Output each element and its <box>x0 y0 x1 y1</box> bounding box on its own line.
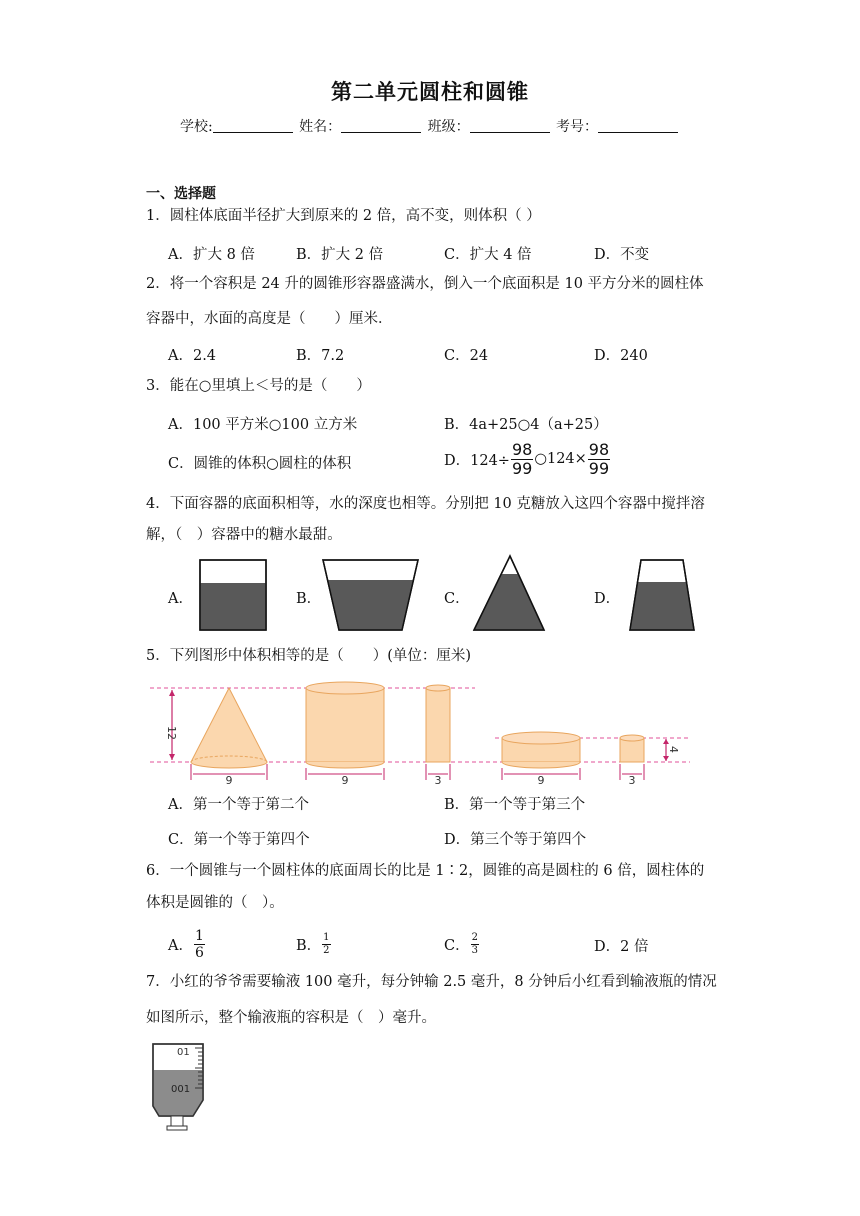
scale-label-top: 01 <box>177 1047 190 1058</box>
q5-option-b[interactable]: B．第一个等于第三个 <box>444 797 586 813</box>
q5-option-c[interactable]: C．第一个等于第四个 <box>168 832 310 848</box>
fraction-two-thirds: $\frac{2}{3}$ <box>471 931 478 956</box>
q3-option-d[interactable] <box>444 440 611 478</box>
page-title: 第二单元圆柱和圆锥 <box>331 79 529 104</box>
iv-bottle-figure[interactable] <box>145 1040 225 1140</box>
q6-option-b[interactable]: B． $\frac{1}{2}$ <box>296 931 330 956</box>
cylinder-tall-thin[interactable] <box>426 685 450 762</box>
question-5-stem: 5．下列图形中体积相等的是（ ）(单位：厘米) <box>146 648 472 664</box>
section-heading: 一、选择题 <box>146 186 216 202</box>
q4-option-c[interactable]: C． <box>444 591 470 607</box>
class-blank[interactable] <box>470 118 550 133</box>
width-label-cylinder-large: 9 <box>341 774 349 787</box>
question-2-stem-line2: 容器中，水面的高度是（ ）厘米． <box>146 311 393 327</box>
q3-option-b[interactable]: B．4a+25○4（a+25） <box>444 417 608 433</box>
cylinder-large[interactable] <box>306 682 384 768</box>
q4-containers-figure <box>0 550 860 640</box>
cone[interactable] <box>191 688 267 768</box>
q3-fraction-1: $\frac{98}{99}$ <box>511 439 533 478</box>
question-1-stem: 1．圆柱体底面半径扩大到原来的 2 倍，高不变，则体积（ ） <box>146 208 541 224</box>
student-info-line <box>0 116 860 136</box>
question-7-stem-line2: 如图所示，整个输液瓶的容积是（ ）毫升。 <box>146 1010 436 1026</box>
q4-option-d[interactable]: D． <box>594 591 621 607</box>
school-label: 学校: <box>179 119 213 135</box>
q1-option-c[interactable]: C．扩大 4 倍 <box>444 247 532 263</box>
name-label: 姓名： <box>299 119 342 135</box>
q5-option-d[interactable]: D．第三个等于第四个 <box>444 832 587 848</box>
container-a[interactable] <box>200 560 266 630</box>
container-c[interactable] <box>474 556 544 630</box>
q4-option-a[interactable]: A． <box>168 591 193 607</box>
height-label-4: 4 <box>667 746 680 753</box>
q3-option-c[interactable]: C．圆锥的体积○圆柱的体积 <box>168 456 352 472</box>
q2-option-c[interactable]: C．24 <box>444 348 489 364</box>
width-label-cone: 9 <box>225 774 233 787</box>
q2-option-b[interactable]: B．7.2 <box>296 348 345 364</box>
name-blank[interactable] <box>341 118 421 133</box>
width-label-cylinder-thin: 3 <box>434 774 442 787</box>
container-b[interactable] <box>323 560 418 630</box>
q6-option-c[interactable]: C． $\frac{2}{3}$ <box>444 931 478 956</box>
question-4-stem-line2: 解，（ ）容器中的糖水最甜。 <box>146 527 342 543</box>
q2-option-a[interactable]: A．2.4 <box>168 348 217 364</box>
q3-option-d-prefix: D．124÷ <box>444 452 510 469</box>
q3-option-a[interactable]: A．100 平方米○100 立方米 <box>168 417 358 433</box>
question-4-stem-line1: 4．下面容器的底面积相等，水的深度也相等。分别把 10 克糖放入这四个容器中搅拌溶 <box>146 496 705 512</box>
q1-option-a[interactable]: A．扩大 8 倍 <box>168 247 255 263</box>
q5-solids-figure <box>140 676 700 790</box>
q6-option-d[interactable]: D．2 倍 <box>594 939 649 955</box>
question-2-stem-line1: 2．将一个容积是 24 升的圆锥形容器盛满水，倒入一个底面积是 10 平方分米的圆柱体 <box>146 276 704 292</box>
container-d[interactable] <box>630 560 694 630</box>
width-label-cylinder-wide: 9 <box>537 774 545 787</box>
q3-fraction-2: $\frac{98}{99}$ <box>588 439 610 478</box>
q5-option-a[interactable]: A．第一个等于第二个 <box>168 797 309 813</box>
class-label: 班级： <box>427 119 470 135</box>
scale-label-bottom: 001 <box>171 1084 191 1095</box>
question-6-stem-line2: 体积是圆锥的（ ）。 <box>146 895 284 911</box>
q2-option-d[interactable]: D．240 <box>594 348 648 364</box>
q1-option-b[interactable]: B．扩大 2 倍 <box>296 247 384 263</box>
q1-option-d[interactable]: D．不变 <box>594 247 650 263</box>
school-blank[interactable] <box>213 118 293 133</box>
q4-option-b[interactable]: B． <box>296 591 322 607</box>
fraction-one-sixth: $\frac{1}{6}$ <box>194 927 204 961</box>
question-7-stem-line1: 7．小红的爷爷需要输液 100 毫升，每分钟输 2.5 毫升，8 分钟后小红看到输液瓶的情况 <box>146 974 717 990</box>
fraction-one-half: $\frac{1}{2}$ <box>323 931 330 956</box>
height-label-12: 12 <box>165 726 178 740</box>
width-label-cylinder-small: 3 <box>628 774 636 787</box>
q3-option-d-mid: ○124× <box>534 451 587 467</box>
question-3-stem: 3．能在○里填上＜号的是（ ） <box>146 378 371 394</box>
exam-no-label: 考号： <box>556 119 599 135</box>
q6-option-a[interactable]: A． $\frac{1}{6}$ <box>168 927 204 961</box>
exam-no-blank[interactable] <box>598 118 678 133</box>
question-6-stem-line1: 6．一个圆锥与一个圆柱体的底面周长的比是 1∶2，圆锥的高是圆柱的 6 倍，圆柱体的 <box>146 863 705 879</box>
cylinder-wide-short[interactable] <box>502 732 580 768</box>
cylinder-small[interactable] <box>620 735 644 762</box>
